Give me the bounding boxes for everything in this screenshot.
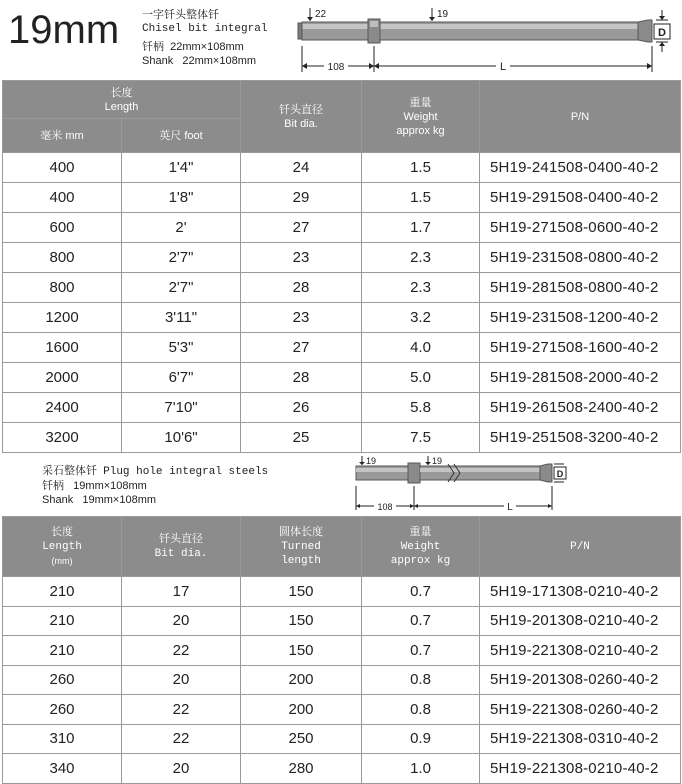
cell-turned: 200 [241, 665, 362, 695]
cell-pn: 5H19-171308-0210-40-2 [480, 577, 681, 607]
table-row [3, 153, 681, 183]
cell-pn: 5H19-221308-0260-40-2 [480, 695, 681, 725]
col-weight-en1: Weight [400, 540, 441, 553]
cell-mm: 1200 [3, 303, 122, 333]
dim-shank-length: 108 [327, 62, 345, 73]
plug-shank-en-value: 19mm×108mm [82, 494, 157, 506]
plug-shank-en-line [42, 493, 268, 507]
dim2-bit-dia: D [556, 469, 564, 479]
cell-weight: 4.0 [362, 333, 480, 363]
cell-pn: 5H19-261508-2400-40-2 [480, 393, 681, 423]
cell-mm: 800 [3, 243, 122, 273]
dim-shank-dia: 22 [315, 9, 327, 20]
col-bit-dia [122, 517, 241, 577]
cell-bit: 22 [122, 724, 241, 754]
cell-foot: 3'11" [122, 303, 241, 333]
shank-cn-label: 钎柄 [142, 41, 164, 53]
cell-weight: 1.5 [362, 153, 480, 183]
product-name-cn: 一字钎头整体钎 [142, 9, 219, 21]
cell-bit: 20 [122, 754, 241, 784]
table-row [3, 695, 681, 725]
cell-pn: 5H19-221308-0210-40-2 [480, 636, 681, 666]
cell-turned: 150 [241, 577, 362, 607]
plug-hole-name-cn: 采石整体钎 [42, 465, 97, 477]
cell-pn: 5H19-221308-0210-40-2 [480, 754, 681, 784]
cell-turned: 280 [241, 754, 362, 784]
chisel-steel-diagram [296, 2, 676, 76]
cell-weight: 1.0 [362, 754, 480, 784]
cell-pn: 5H19-271508-1600-40-2 [480, 333, 681, 363]
cell-bit: 23 [241, 243, 362, 273]
cell-length: 260 [3, 695, 122, 725]
cell-bit: 24 [241, 153, 362, 183]
dim-bit-dia: D [658, 27, 666, 39]
table-header-row [3, 81, 681, 119]
col-weight-cn: 重量 [409, 96, 432, 109]
dim-total-length: L [499, 61, 507, 73]
cell-mm: 3200 [3, 423, 122, 453]
col-pn: P/N [480, 81, 681, 153]
col-length-en: Length [104, 100, 139, 113]
cell-pn: 5H19-251508-3200-40-2 [480, 423, 681, 453]
cell-bit: 29 [241, 183, 362, 213]
cell-length: 210 [3, 606, 122, 636]
cell-bit: 27 [241, 333, 362, 363]
table-row [3, 213, 681, 243]
shank-cn-line [142, 40, 267, 54]
page-title: 19mm [8, 8, 120, 52]
table-row [3, 393, 681, 423]
col-length-cn: 长度 [110, 86, 133, 99]
cell-bit: 20 [122, 665, 241, 695]
cell-pn: 5H19-241508-0400-40-2 [480, 153, 681, 183]
cell-weight: 2.3 [362, 273, 480, 303]
cell-bit: 22 [122, 636, 241, 666]
col-length-cn: 长度 [51, 526, 73, 539]
table-row [3, 303, 681, 333]
cell-foot: 10'6" [122, 423, 241, 453]
cell-weight: 5.0 [362, 363, 480, 393]
table-row [3, 333, 681, 363]
cell-bit: 17 [122, 577, 241, 607]
col-mm: 毫米 mm [3, 119, 122, 153]
plug-hole-section-header [0, 452, 682, 516]
cell-mm: 2400 [3, 393, 122, 423]
col-turned-cn: 圆体长度 [279, 526, 323, 539]
cell-turned: 200 [241, 695, 362, 725]
col-bit-dia-cn: 钎头直径 [279, 103, 323, 116]
cell-length: 340 [3, 754, 122, 784]
dim2-rod-dia: 19 [432, 456, 443, 466]
cell-length: 210 [3, 636, 122, 666]
cell-turned: 150 [241, 606, 362, 636]
cell-mm: 400 [3, 153, 122, 183]
cell-foot: 6'7" [122, 363, 241, 393]
cell-foot: 1'8" [122, 183, 241, 213]
cell-weight: 0.8 [362, 665, 480, 695]
cell-pn: 5H19-221308-0310-40-2 [480, 724, 681, 754]
cell-bit: 20 [122, 606, 241, 636]
shank-en-value: 22mm×108mm [182, 55, 257, 67]
plug-hole-spec-table [2, 516, 681, 784]
cell-pn: 5H19-281508-0800-40-2 [480, 273, 681, 303]
plug-hole-description [42, 464, 268, 507]
cell-weight: 0.8 [362, 695, 480, 725]
table-row [3, 183, 681, 213]
cell-mm: 600 [3, 213, 122, 243]
cell-bit: 28 [241, 363, 362, 393]
cell-turned: 150 [241, 636, 362, 666]
cell-weight: 3.2 [362, 303, 480, 333]
col-foot: 英尺 foot [122, 119, 241, 153]
col-weight [362, 517, 480, 577]
col-bit-dia-en: Bit dia. [284, 117, 318, 130]
plug-shank-cn-label: 钎柄 [42, 480, 64, 492]
col-weight-cn: 重量 [409, 526, 432, 539]
cell-weight: 1.5 [362, 183, 480, 213]
cell-pn: 5H19-231508-1200-40-2 [480, 303, 681, 333]
cell-pn: 5H19-201308-0210-40-2 [480, 606, 681, 636]
shank-cn-value: 22mm×108mm [170, 41, 244, 53]
cell-bit: 22 [122, 695, 241, 725]
dim-rod-dia: 19 [437, 9, 449, 20]
cell-mm: 2000 [3, 363, 122, 393]
table-row [3, 363, 681, 393]
cell-pn: 5H19-281508-2000-40-2 [480, 363, 681, 393]
cell-weight: 0.9 [362, 724, 480, 754]
table-row [3, 754, 681, 784]
table-row [3, 724, 681, 754]
col-length [3, 81, 241, 119]
plug-shank-cn-value: 19mm×108mm [73, 480, 147, 492]
cell-mm: 1600 [3, 333, 122, 363]
col-pn: P/N [480, 517, 681, 577]
plug-shank-en-label: Shank [42, 494, 74, 506]
table-row [3, 423, 681, 453]
cell-foot: 7'10" [122, 393, 241, 423]
cell-weight: 0.7 [362, 577, 480, 607]
cell-foot: 2'7" [122, 243, 241, 273]
col-weight [362, 81, 480, 153]
shank-en-label: Shank [142, 55, 174, 67]
plug-hole-name-line [42, 464, 268, 479]
cell-turned: 250 [241, 724, 362, 754]
dim2-total-length: L [507, 502, 513, 513]
col-turned-length [241, 517, 362, 577]
col-bit-dia [241, 81, 362, 153]
table-row [3, 606, 681, 636]
cell-mm: 400 [3, 183, 122, 213]
cell-weight: 2.3 [362, 243, 480, 273]
cell-pn: 5H19-231508-0800-40-2 [480, 243, 681, 273]
cell-length: 210 [3, 577, 122, 607]
cell-length: 310 [3, 724, 122, 754]
cell-mm: 800 [3, 273, 122, 303]
col-turned-en2: length [281, 554, 321, 567]
shank-en-line [142, 54, 267, 68]
col-weight-en2: approx kg [396, 124, 445, 137]
plug-hole-steel-diagram [352, 454, 572, 514]
col-weight-en2: approx kg [390, 554, 451, 567]
cell-bit: 25 [241, 423, 362, 453]
product-header [0, 0, 682, 80]
dim2-shank-dia: 19 [366, 456, 377, 466]
table-row [3, 243, 681, 273]
cell-foot: 1'4" [122, 153, 241, 183]
col-turned-en1: Turned [281, 540, 321, 553]
cell-bit: 26 [241, 393, 362, 423]
cell-pn: 5H19-201308-0260-40-2 [480, 665, 681, 695]
col-bit-dia-cn: 钎头直径 [159, 533, 203, 546]
cell-foot: 5'3" [122, 333, 241, 363]
plug-shank-cn-line [42, 479, 268, 493]
plug-hole-name-en: Plug hole integral steels [103, 466, 269, 478]
product-description [142, 8, 267, 68]
chisel-steel-drawing [296, 2, 676, 76]
table-row [3, 665, 681, 695]
table-row [3, 273, 681, 303]
cell-bit: 23 [241, 303, 362, 333]
product-name-en: Chisel bit integral [142, 23, 268, 35]
cell-foot: 2'7" [122, 273, 241, 303]
col-length-unit: (mm) [51, 555, 73, 566]
table-row [3, 636, 681, 666]
cell-length: 260 [3, 665, 122, 695]
cell-weight: 0.7 [362, 606, 480, 636]
cell-weight: 0.7 [362, 636, 480, 666]
cell-pn: 5H19-271508-0600-40-2 [480, 213, 681, 243]
cell-bit: 27 [241, 213, 362, 243]
cell-weight: 5.8 [362, 393, 480, 423]
col-weight-en1: Weight [403, 110, 438, 123]
cell-weight: 1.7 [362, 213, 480, 243]
plug-hole-steel-drawing [352, 454, 572, 514]
col-length [3, 517, 122, 577]
chisel-bit-spec-table [2, 80, 681, 453]
dim2-shank-length: 108 [377, 502, 393, 512]
cell-pn: 5H19-291508-0400-40-2 [480, 183, 681, 213]
cell-bit: 28 [241, 273, 362, 303]
col-bit-dia-en: Bit dia. [154, 547, 208, 560]
cell-foot: 2' [122, 213, 241, 243]
cell-weight: 7.5 [362, 423, 480, 453]
table-header-row [3, 517, 681, 577]
table-row [3, 577, 681, 607]
col-length-en: Length [42, 540, 82, 553]
